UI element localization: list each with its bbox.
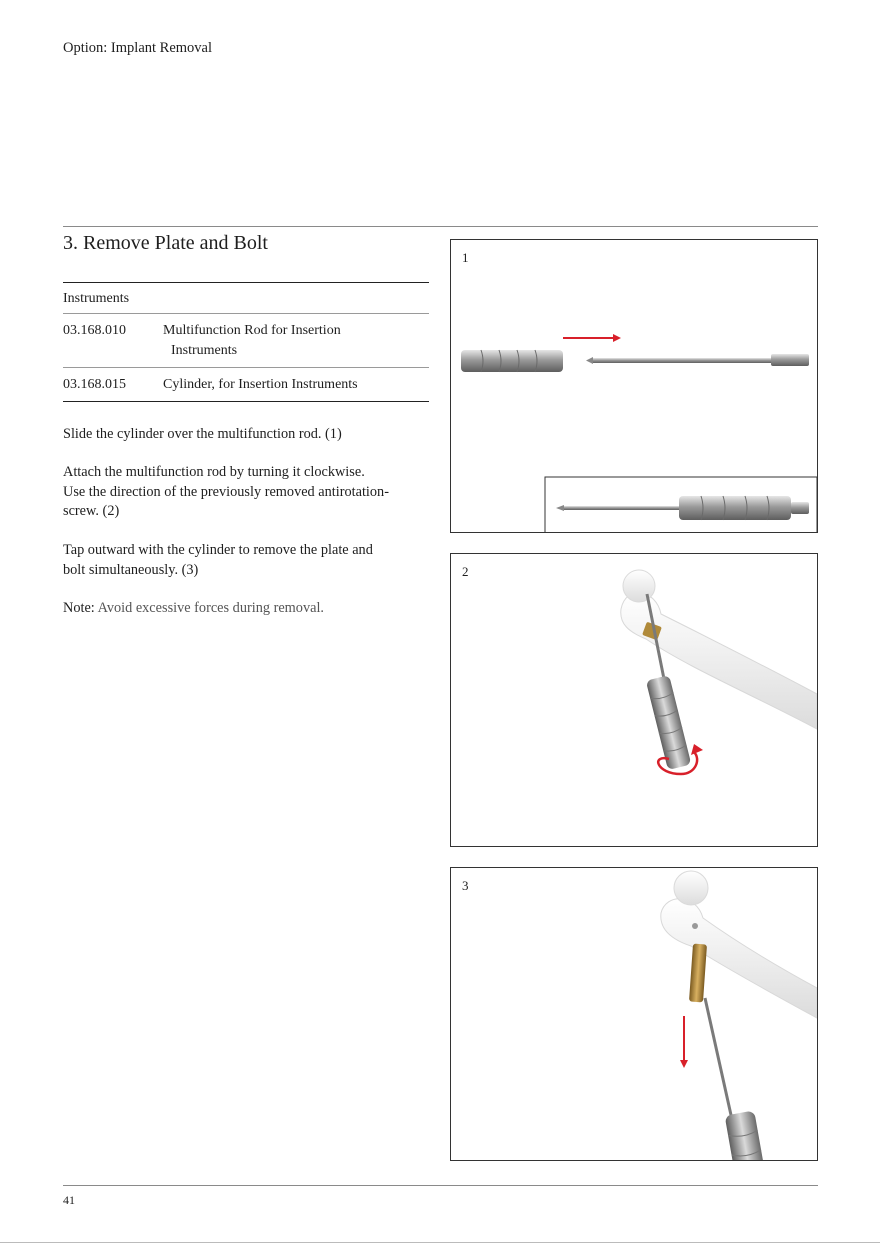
instrument-name-line: Instruments	[171, 343, 238, 358]
page-title: 3. Remove Plate and Bolt	[63, 232, 268, 254]
note	[63, 599, 429, 619]
figure-2-illustration	[451, 554, 817, 846]
instrument-name	[163, 321, 429, 361]
arrow-head	[680, 1060, 688, 1068]
text-line: Attach the multifunction rod by turning it clockwise.	[63, 464, 365, 480]
removed-bolt	[689, 944, 707, 1003]
multifunction-rod	[591, 358, 781, 363]
footer-divider	[63, 1185, 818, 1186]
figure-1-illustration	[451, 240, 817, 532]
text-line: Use the direction of the previously removed antirotation-	[63, 483, 389, 500]
step-2-text	[63, 463, 429, 522]
running-header: Option: Implant Removal	[63, 40, 213, 56]
figure-number: 3	[462, 878, 469, 893]
text-line: bolt simultaneously. (3)	[63, 561, 199, 578]
step-1-text	[63, 425, 429, 445]
instrument-code: 03.168.010	[63, 323, 126, 338]
figure-number: 2	[462, 564, 469, 579]
instrument-code: 03.168.015	[63, 377, 126, 392]
note-text: Avoid excessive forces during removal.	[97, 600, 324, 616]
instruments-table	[63, 282, 429, 402]
figure-3	[450, 867, 818, 1161]
cylinder-instrument	[646, 675, 692, 770]
page-bottom-line	[0, 1242, 880, 1243]
table-row	[63, 368, 429, 402]
text-line: screw. (2)	[63, 503, 120, 519]
instrument-name-line: Multifunction Rod for Insertion	[163, 323, 341, 338]
figure-number: 1	[462, 250, 469, 265]
step-3-text	[63, 541, 429, 580]
cylinder-instrument	[461, 350, 563, 372]
table-row	[63, 314, 429, 368]
instrument-name: Cylinder, for Insertion Instruments	[163, 377, 358, 392]
figure-1	[450, 239, 818, 533]
section-divider	[63, 226, 818, 227]
text-line: Slide the cylinder over the multifunction rod. (1)	[63, 426, 342, 442]
note-label: Note:	[63, 600, 95, 616]
assembled-instrument	[679, 496, 791, 520]
instruments-heading: Instruments	[63, 282, 429, 314]
arrow-head	[613, 334, 621, 342]
page-number: 41	[63, 1193, 75, 1207]
femur-bone	[661, 899, 817, 1018]
text-line: Tap outward with the cylinder to remove the plate and	[63, 542, 373, 558]
figure-3-illustration	[451, 868, 817, 1160]
figure-2	[450, 553, 818, 847]
